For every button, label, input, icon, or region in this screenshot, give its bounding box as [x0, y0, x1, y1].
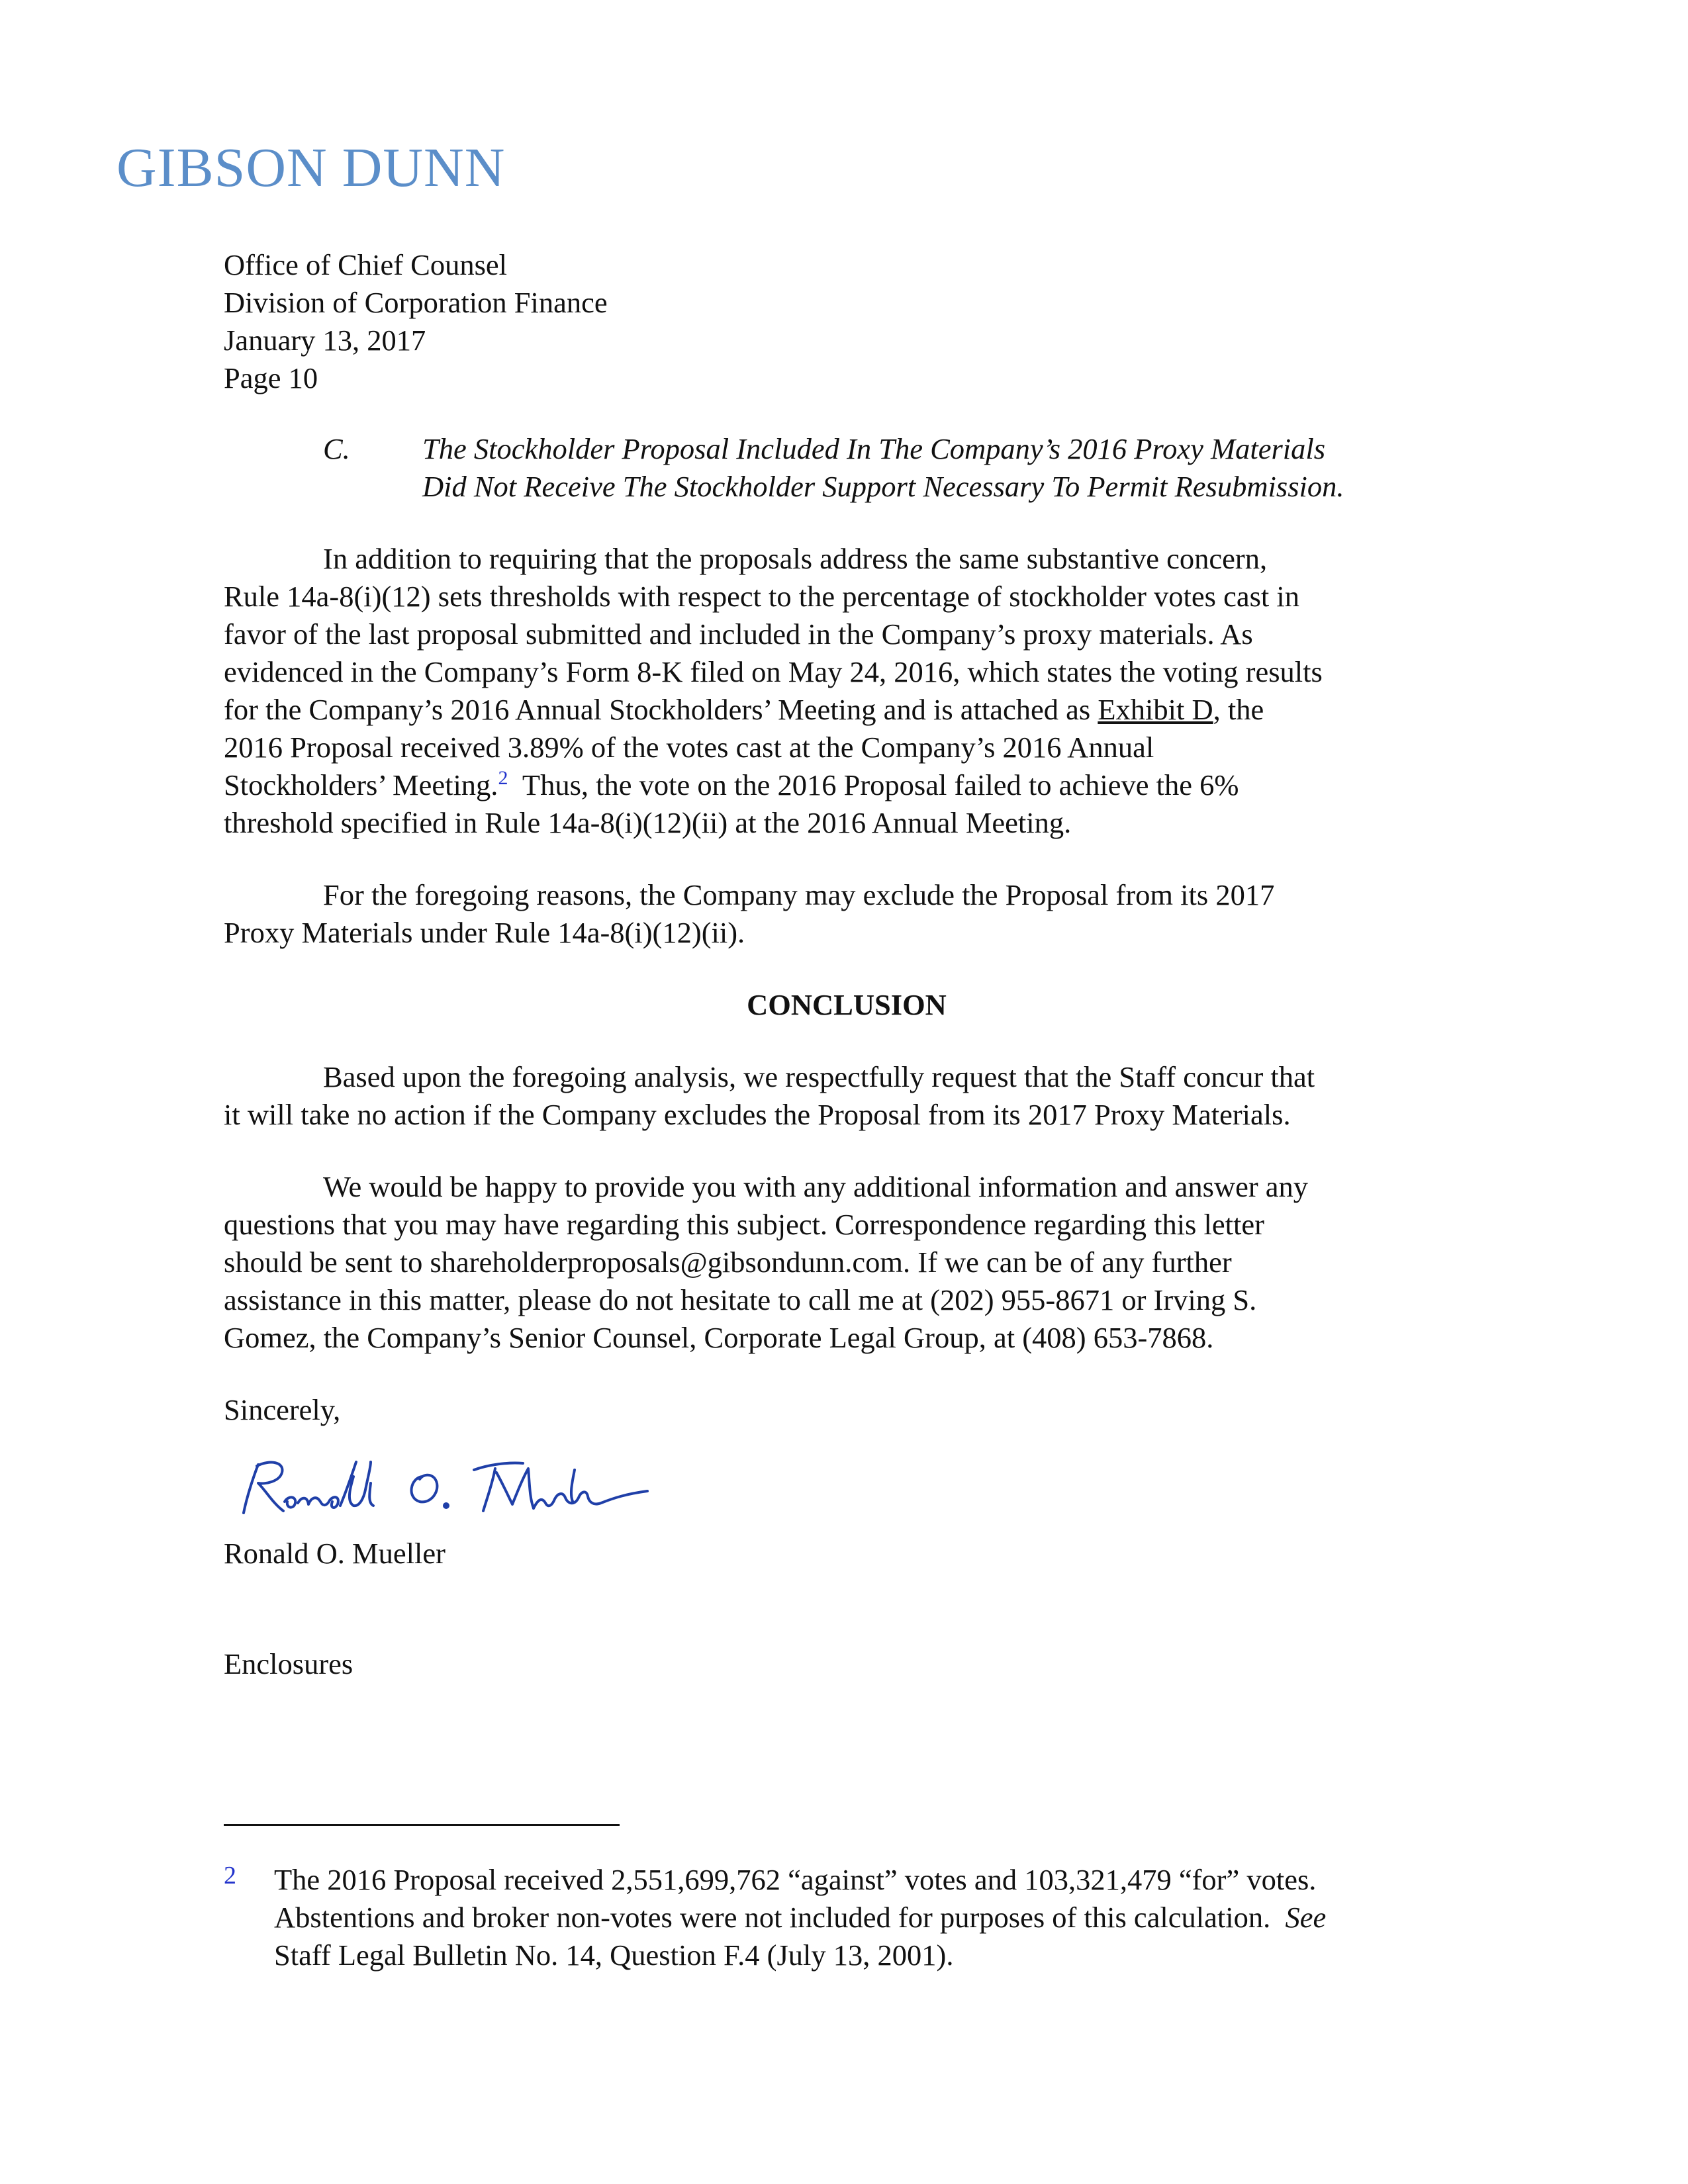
recipient-office: Office of Chief Counsel	[224, 248, 508, 281]
letter-header	[224, 246, 1470, 397]
paragraph-line: 2016 Proposal received 3.89% of the votes cast at the Company’s 2016 Annual	[224, 731, 1154, 764]
paragraph-line: assistance in this matter, please do not hesitate to call me at (202) 955-8671 or Irving S.	[224, 1283, 1257, 1316]
paragraph-line: it will take no action if the Company excludes the Proposal from its 2017 Proxy Materials.	[224, 1098, 1291, 1131]
section-c-letter: C.	[323, 432, 350, 465]
paragraph-line	[224, 766, 1470, 804]
text-run: for the Company’s 2016 Annual Stockholders’ Meeting and is attached as	[224, 693, 1098, 726]
footnote-line	[274, 1899, 1481, 1936]
footnote-divider	[224, 1824, 620, 1826]
firm-logo: GIBSON DUNN	[117, 137, 506, 199]
footnote	[224, 1861, 1481, 1974]
enclosures-note: Enclosures	[224, 1647, 353, 1680]
paragraph-line: Based upon the foregoing analysis, we respectfully request that the Staff concur that	[323, 1060, 1315, 1093]
conclusion-heading: CONCLUSION	[747, 988, 947, 1021]
text-run: Abstentions and broker non-votes were not included for purposes of this calculation.	[274, 1901, 1286, 1934]
paragraph-line: In addition to requiring that the proposals address the same substantive concern,	[323, 542, 1268, 575]
letter-body	[224, 246, 1470, 1683]
section-c-title-line: The Stockholder Proposal Included In The Company’s 2016 Proxy Materials	[422, 432, 1326, 465]
paragraph-line: For the foregoing reasons, the Company may exclude the Proposal from its 2017	[323, 878, 1275, 911]
paragraph-exclusion	[224, 876, 1470, 952]
signature-icon	[224, 1450, 661, 1529]
paragraph-request	[224, 1058, 1470, 1134]
recipient-division: Division of Corporation Finance	[224, 286, 608, 319]
handwritten-signature	[224, 1450, 661, 1529]
paragraph-vote-threshold	[224, 540, 1470, 842]
paragraph-line: Gomez, the Company’s Senior Counsel, Corporate Legal Group, at (408) 653-7868.	[224, 1321, 1214, 1354]
paragraph-line: questions that you may have regarding this subject. Correspondence regarding this letter	[224, 1208, 1264, 1241]
signer-name: Ronald O. Mueller	[224, 1537, 445, 1570]
text-run: Thus, the vote on the 2016 Proposal failed to achieve the 6%	[508, 768, 1239, 801]
paragraph-line: threshold specified in Rule 14a-8(i)(12)(ii) at the 2016 Annual Meeting.	[224, 806, 1072, 839]
text-run: Stockholders’ Meeting.	[224, 768, 498, 801]
paragraph-line: Rule 14a-8(i)(12) sets thresholds with respect to the percentage of stockholder votes cast in	[224, 580, 1300, 613]
footnote-number: 2	[224, 1862, 236, 1889]
footnote-line: Staff Legal Bulletin No. 14, Question F.4 (July 13, 2001).	[274, 1938, 954, 1972]
page-number: Page 10	[224, 361, 318, 394]
paragraph-line: Proxy Materials under Rule 14a-8(i)(12)(ii).	[224, 916, 745, 949]
see-citation: See	[1285, 1901, 1327, 1934]
paragraph-line	[224, 691, 1470, 729]
paragraph-line: evidenced in the Company’s Form 8-K filed on May 24, 2016, which states the voting results	[224, 655, 1323, 688]
section-c-title-line: Did Not Receive The Stockholder Support Necessary To Permit Resubmission.	[422, 470, 1344, 503]
footnote-reference[interactable]: 2	[498, 767, 508, 789]
text-run: , the	[1213, 693, 1264, 726]
paragraph-line: should be sent to shareholderproposals@gibsondunn.com. If we can be of any further	[224, 1246, 1232, 1279]
paragraph-line: favor of the last proposal submitted and included in the Company’s proxy materials. As	[224, 617, 1253, 651]
paragraph-contact	[224, 1168, 1470, 1357]
section-c-heading	[224, 430, 1470, 506]
footnote-line: The 2016 Proposal received 2,551,699,762 “against” votes and 103,321,479 “for” votes.	[274, 1863, 1317, 1896]
letter-date: January 13, 2017	[224, 324, 426, 357]
paragraph-line: We would be happy to provide you with any additional information and answer any	[323, 1170, 1309, 1203]
closing-salutation: Sincerely,	[224, 1393, 341, 1426]
exhibit-d-reference: Exhibit D	[1098, 693, 1213, 726]
